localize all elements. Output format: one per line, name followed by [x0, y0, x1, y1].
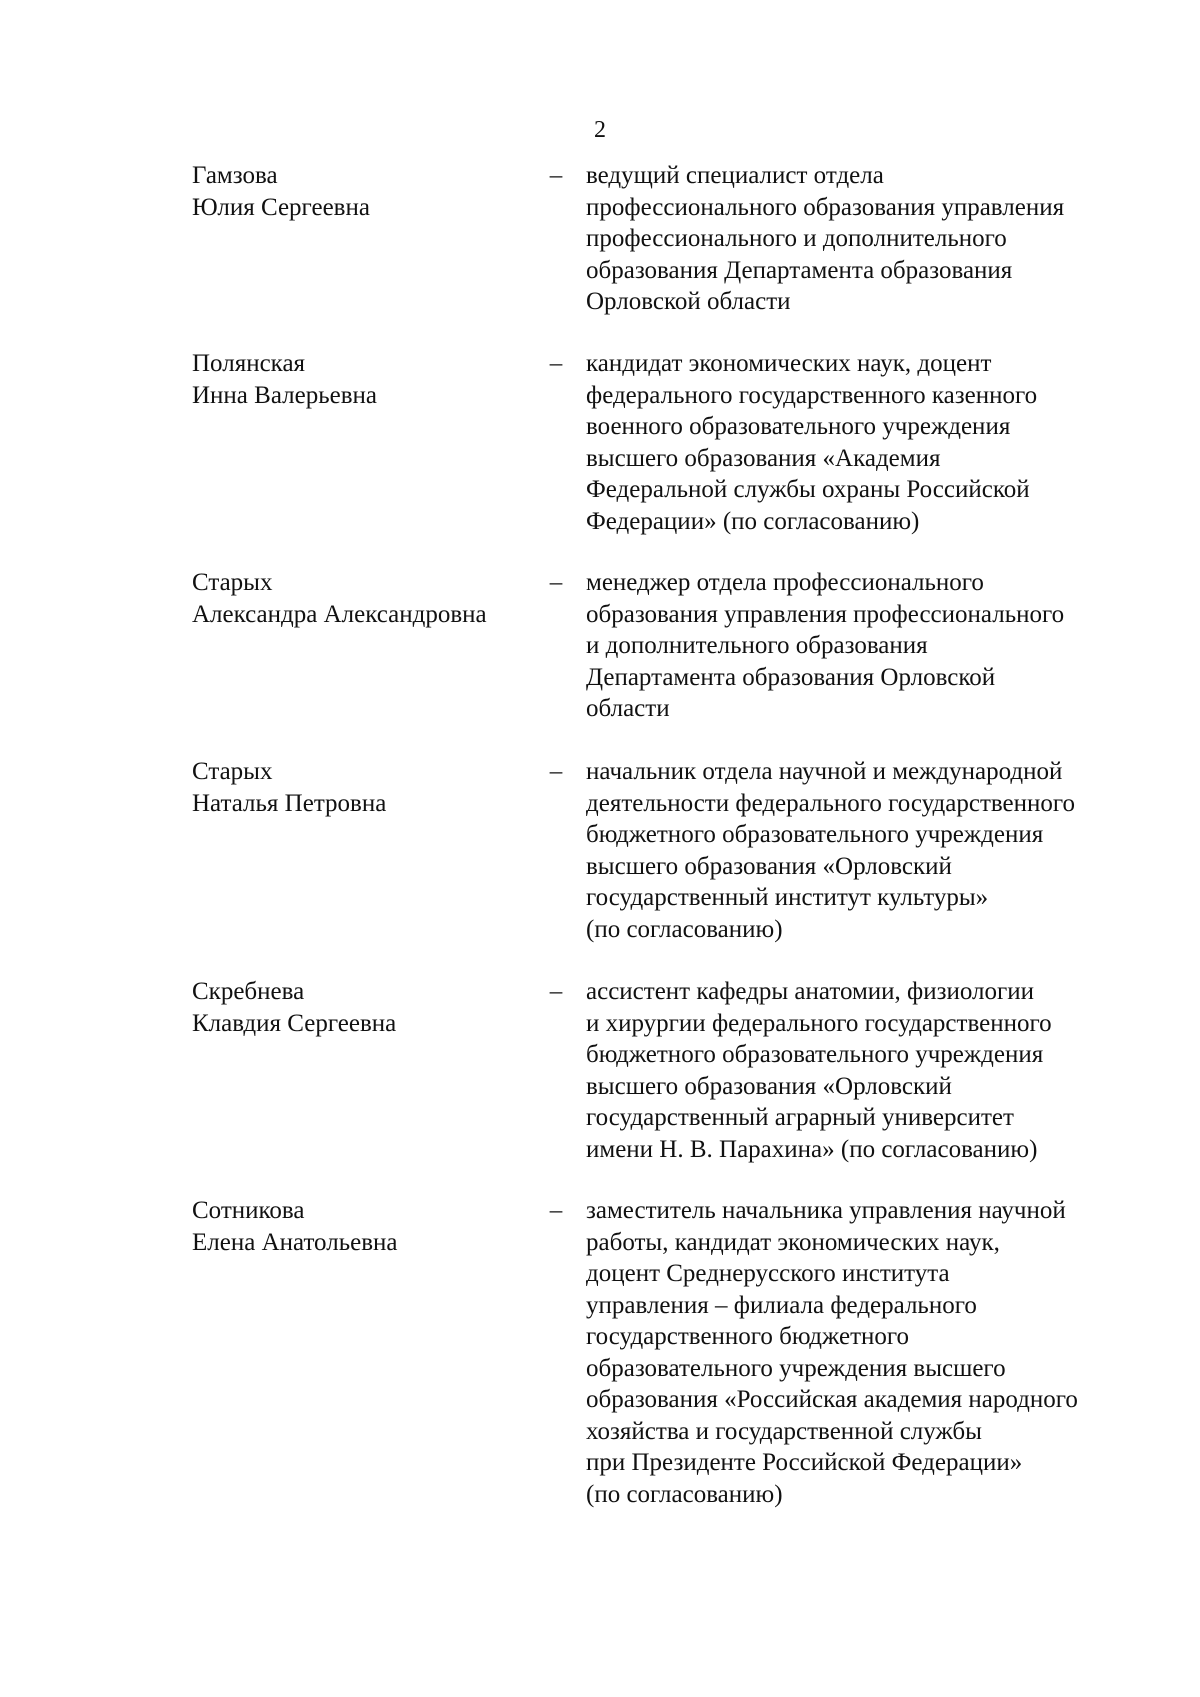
member-position [586, 976, 1146, 1165]
member-position [586, 567, 1146, 725]
position-line: и дополнительного образования [586, 632, 928, 659]
member-dash: – [549, 350, 563, 377]
member-name [192, 976, 532, 1039]
member-dash: – [549, 162, 563, 189]
member-position [586, 348, 1146, 537]
position-line: управления – филиала федерального [586, 1291, 977, 1319]
page-number: 2 [594, 117, 606, 143]
position-line: имени Н. В. Парахина» (по согласованию) [586, 1135, 1038, 1163]
position-line: Федеральной службы охраны Российской [586, 476, 1030, 503]
member-surname: Старых [192, 758, 273, 785]
position-line: (по согласованию) [586, 915, 783, 943]
position-line: профессионального образования управления [586, 193, 1065, 221]
member-position [586, 1195, 1146, 1510]
member-position [586, 756, 1146, 945]
member-name [192, 348, 532, 411]
position-line: ассистент кафедры анатомии, физиологии [586, 978, 1035, 1005]
position-line: высшего образования «Академия [586, 444, 941, 472]
position-line: государственный институт культуры» [586, 884, 989, 911]
position-line: государственного бюджетного [586, 1323, 909, 1350]
position-line: и хирургии федерального государственного [586, 1009, 1052, 1037]
member-given-name: Клавдия Сергеевна [192, 1009, 397, 1037]
position-line: деятельности федерального государственного [586, 789, 1076, 817]
member-surname: Полянская [192, 350, 306, 377]
position-line: (по согласованию) [586, 1480, 783, 1508]
position-line: Департамента образования Орловской [586, 663, 996, 691]
member-given-name: Александра Александровна [192, 600, 487, 628]
position-line: начальник отдела научной и международной [586, 758, 1063, 785]
position-line: профессионального и дополнительного [586, 225, 1007, 252]
position-line: высшего образования «Орловский [586, 852, 952, 880]
member-given-name: Инна Валерьевна [192, 381, 377, 409]
member-surname: Скребнева [192, 978, 305, 1005]
member-surname: Сотникова [192, 1197, 305, 1224]
position-line: кандидат экономических наук, доцент [586, 350, 992, 377]
position-line: работы, кандидат экономических наук, [586, 1228, 1000, 1256]
position-line: хозяйства и государственной службы [586, 1417, 982, 1445]
member-name [192, 756, 532, 819]
member-given-name: Елена Анатольевна [192, 1228, 398, 1256]
position-line: образовательного учреждения высшего [586, 1354, 1006, 1382]
position-line: образования управления профессионального [586, 600, 1065, 628]
member-position [586, 160, 1146, 318]
member-dash: – [549, 758, 563, 785]
position-line: доцент Среднерусского института [586, 1260, 950, 1287]
member-name [192, 160, 532, 223]
member-surname: Старых [192, 569, 273, 596]
position-line: высшего образования «Орловский [586, 1072, 952, 1100]
position-line: заместитель начальника управления научной [586, 1197, 1066, 1224]
position-line: военного образовательного учреждения [586, 413, 1011, 440]
member-dash: – [549, 1197, 563, 1224]
member-name [192, 1195, 532, 1258]
position-line: образования «Российская академия народного [586, 1386, 1078, 1413]
position-line: федерального государственного казенного [586, 381, 1038, 409]
position-line: бюджетного образовательного учреждения [586, 821, 1044, 848]
position-line: области [586, 695, 670, 722]
position-line: Орловской области [586, 288, 791, 315]
member-given-name: Наталья Петровна [192, 789, 387, 817]
member-given-name: Юлия Сергеевна [192, 193, 370, 221]
member-surname: Гамзова [192, 162, 278, 189]
position-line: Федерации» (по согласованию) [586, 507, 920, 535]
position-line: государственный аграрный университет [586, 1104, 1014, 1131]
member-name [192, 567, 532, 630]
member-dash: – [549, 978, 563, 1005]
position-line: ведущий специалист отдела [586, 162, 884, 189]
position-line: менеджер отдела профессионального [586, 569, 984, 596]
position-line: при Президенте Российской Федерации» [586, 1449, 1023, 1476]
position-line: бюджетного образовательного учреждения [586, 1041, 1044, 1068]
position-line: образования Департамента образования [586, 256, 1013, 284]
member-dash: – [549, 569, 563, 596]
